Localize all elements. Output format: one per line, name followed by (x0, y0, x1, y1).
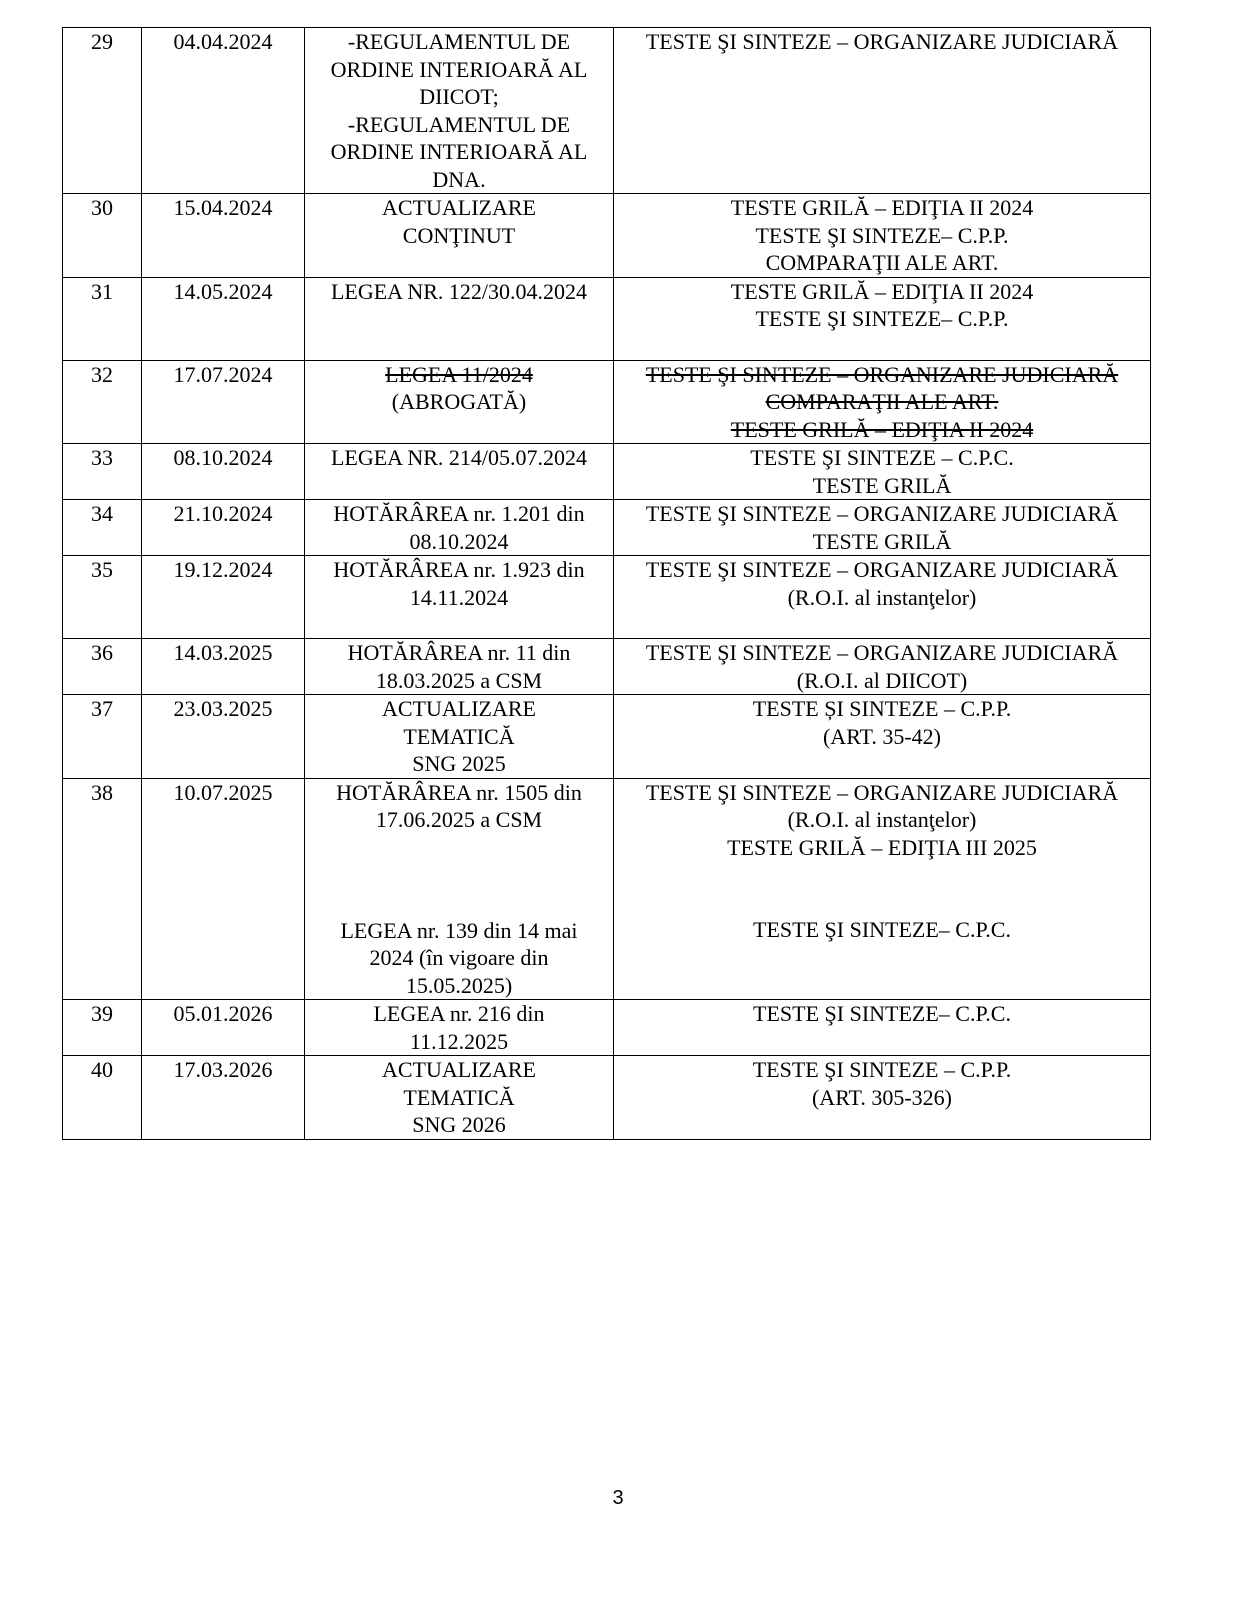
update-date: 14.05.2024 (142, 277, 305, 360)
legal-act: LEGEA NR. 122/30.04.2024 (330, 278, 588, 304)
table-row (63, 1056, 1151, 1140)
legal-act: ACTUALIZARE TEMATICĂ SNG 2026 (382, 1057, 536, 1137)
table-row (63, 277, 1151, 360)
row-number: 33 (63, 444, 142, 500)
table-row (63, 194, 1151, 278)
updated-resources: TESTE GRILĂ – EDIŢIA II 2024 TESTE ŞI SINTEZE– C.P.P. COMPARAŢII ALE ART. (730, 195, 1034, 275)
update-date: 14.03.2025 (142, 639, 305, 695)
updated-resources: TESTE ŞI SINTEZE – C.P.P. (ART. 305-326) (752, 1057, 1012, 1110)
update-date: 17.03.2026 (142, 1056, 305, 1140)
legal-act-secondary: LEGEA nr. 139 din 14 mai 2024 (în vigoare din 15.05.2025) (340, 917, 578, 998)
legal-act: ACTUALIZARE TEMATICĂ SNG 2025 (382, 696, 536, 776)
update-date: 08.10.2024 (142, 444, 305, 500)
updates-table (62, 27, 1151, 1140)
update-date: 21.10.2024 (142, 500, 305, 556)
repealed-legal-act: LEGEA 11/2024 (385, 361, 533, 387)
updated-resources: TESTE ŞI SINTEZE – ORGANIZARE JUDICIARĂ (R.O.I. al DIICOT) (645, 640, 1119, 693)
updated-resources: TESTE ŞI SINTEZE– C.P.C. (753, 1001, 1011, 1026)
row-number: 39 (63, 1000, 142, 1056)
row-number: 34 (63, 500, 142, 556)
updated-resources: TESTE ŞI SINTEZE – ORGANIZARE JUDICIARĂ (R.O.I. al instanţelor) (645, 557, 1119, 610)
legal-act: ACTUALIZARE CONŢINUT (382, 195, 536, 248)
page-number: 3 (612, 1487, 624, 1509)
legal-act: HOTĂRÂREA nr. 1.201 din 08.10.2024 (333, 501, 585, 554)
update-date: 04.04.2024 (142, 28, 305, 194)
row-number: 38 (63, 778, 142, 1000)
legal-act: HOTĂRÂREA nr. 1505 din 17.06.2025 a CSM (336, 779, 582, 832)
row-number: 31 (63, 277, 142, 360)
updated-resources: TESTE GRILĂ – EDIŢIA II 2024 TESTE ŞI SINTEZE– C.P.P. (730, 278, 1034, 331)
row-number: 40 (63, 1056, 142, 1140)
table-row (63, 556, 1151, 639)
updated-resources: TESTE ŞI SINTEZE – ORGANIZARE JUDICIARĂ TESTE GRILĂ (645, 501, 1119, 554)
legal-act: LEGEA nr. 216 din 11.12.2025 (373, 1001, 545, 1054)
table-row (63, 695, 1151, 779)
table-row (63, 1000, 1151, 1056)
updated-resources: TESTE ŞI SINTEZE – C.P.C. TESTE GRILĂ (750, 445, 1014, 498)
row-number: 35 (63, 556, 142, 639)
row-number: 37 (63, 695, 142, 779)
row-number: 32 (63, 360, 142, 444)
legal-act: HOTĂRÂREA nr. 1.923 din 14.11.2024 (333, 557, 585, 610)
table-row (63, 778, 1151, 1000)
table-row (63, 360, 1151, 444)
row-number: 29 (63, 28, 142, 194)
update-date: 10.07.2025 (142, 778, 305, 1000)
table-row (63, 28, 1151, 194)
update-date: 23.03.2025 (142, 695, 305, 779)
legal-act: -REGULAMENTUL DE ORDINE INTERIOARĂ AL DIICOT; -REGULAMENTUL DE ORDINE INTERIOARĂ AL DNA. (330, 29, 588, 192)
update-date: 19.12.2024 (142, 556, 305, 639)
table-row (63, 639, 1151, 695)
update-date: 15.04.2024 (142, 194, 305, 278)
row-number: 36 (63, 639, 142, 695)
row-number: 30 (63, 194, 142, 278)
update-date: 05.01.2026 (142, 1000, 305, 1056)
update-date: 17.07.2024 (142, 360, 305, 444)
legal-act: HOTĂRÂREA nr. 11 din 18.03.2025 a CSM (347, 640, 571, 693)
cancelled-resources: TESTE ŞI SINTEZE – ORGANIZARE JUDICIARĂ COMPARAŢII ALE ART. TESTE GRILĂ – EDIŢIA II 2024 (645, 361, 1119, 442)
updated-resources-secondary: TESTE ŞI SINTEZE– C.P.C. (753, 917, 1011, 942)
updated-resources: TESTE ŞI SINTEZE – ORGANIZARE JUDICIARĂ (R.O.I. al instanţelor) TESTE GRILĂ – EDIŢIA III 2025 (645, 779, 1119, 860)
updated-resources: TESTE ŞI SINTEZE – ORGANIZARE JUDICIARĂ (645, 29, 1119, 54)
repealed-note: (ABROGATĂ) (391, 389, 527, 414)
table-row (63, 500, 1151, 556)
legal-act: LEGEA NR. 214/05.07.2024 (330, 445, 588, 470)
updated-resources: TESTE ȘI SINTEZE – C.P.P. (ART. 35-42) (752, 696, 1012, 749)
table-row (63, 444, 1151, 500)
